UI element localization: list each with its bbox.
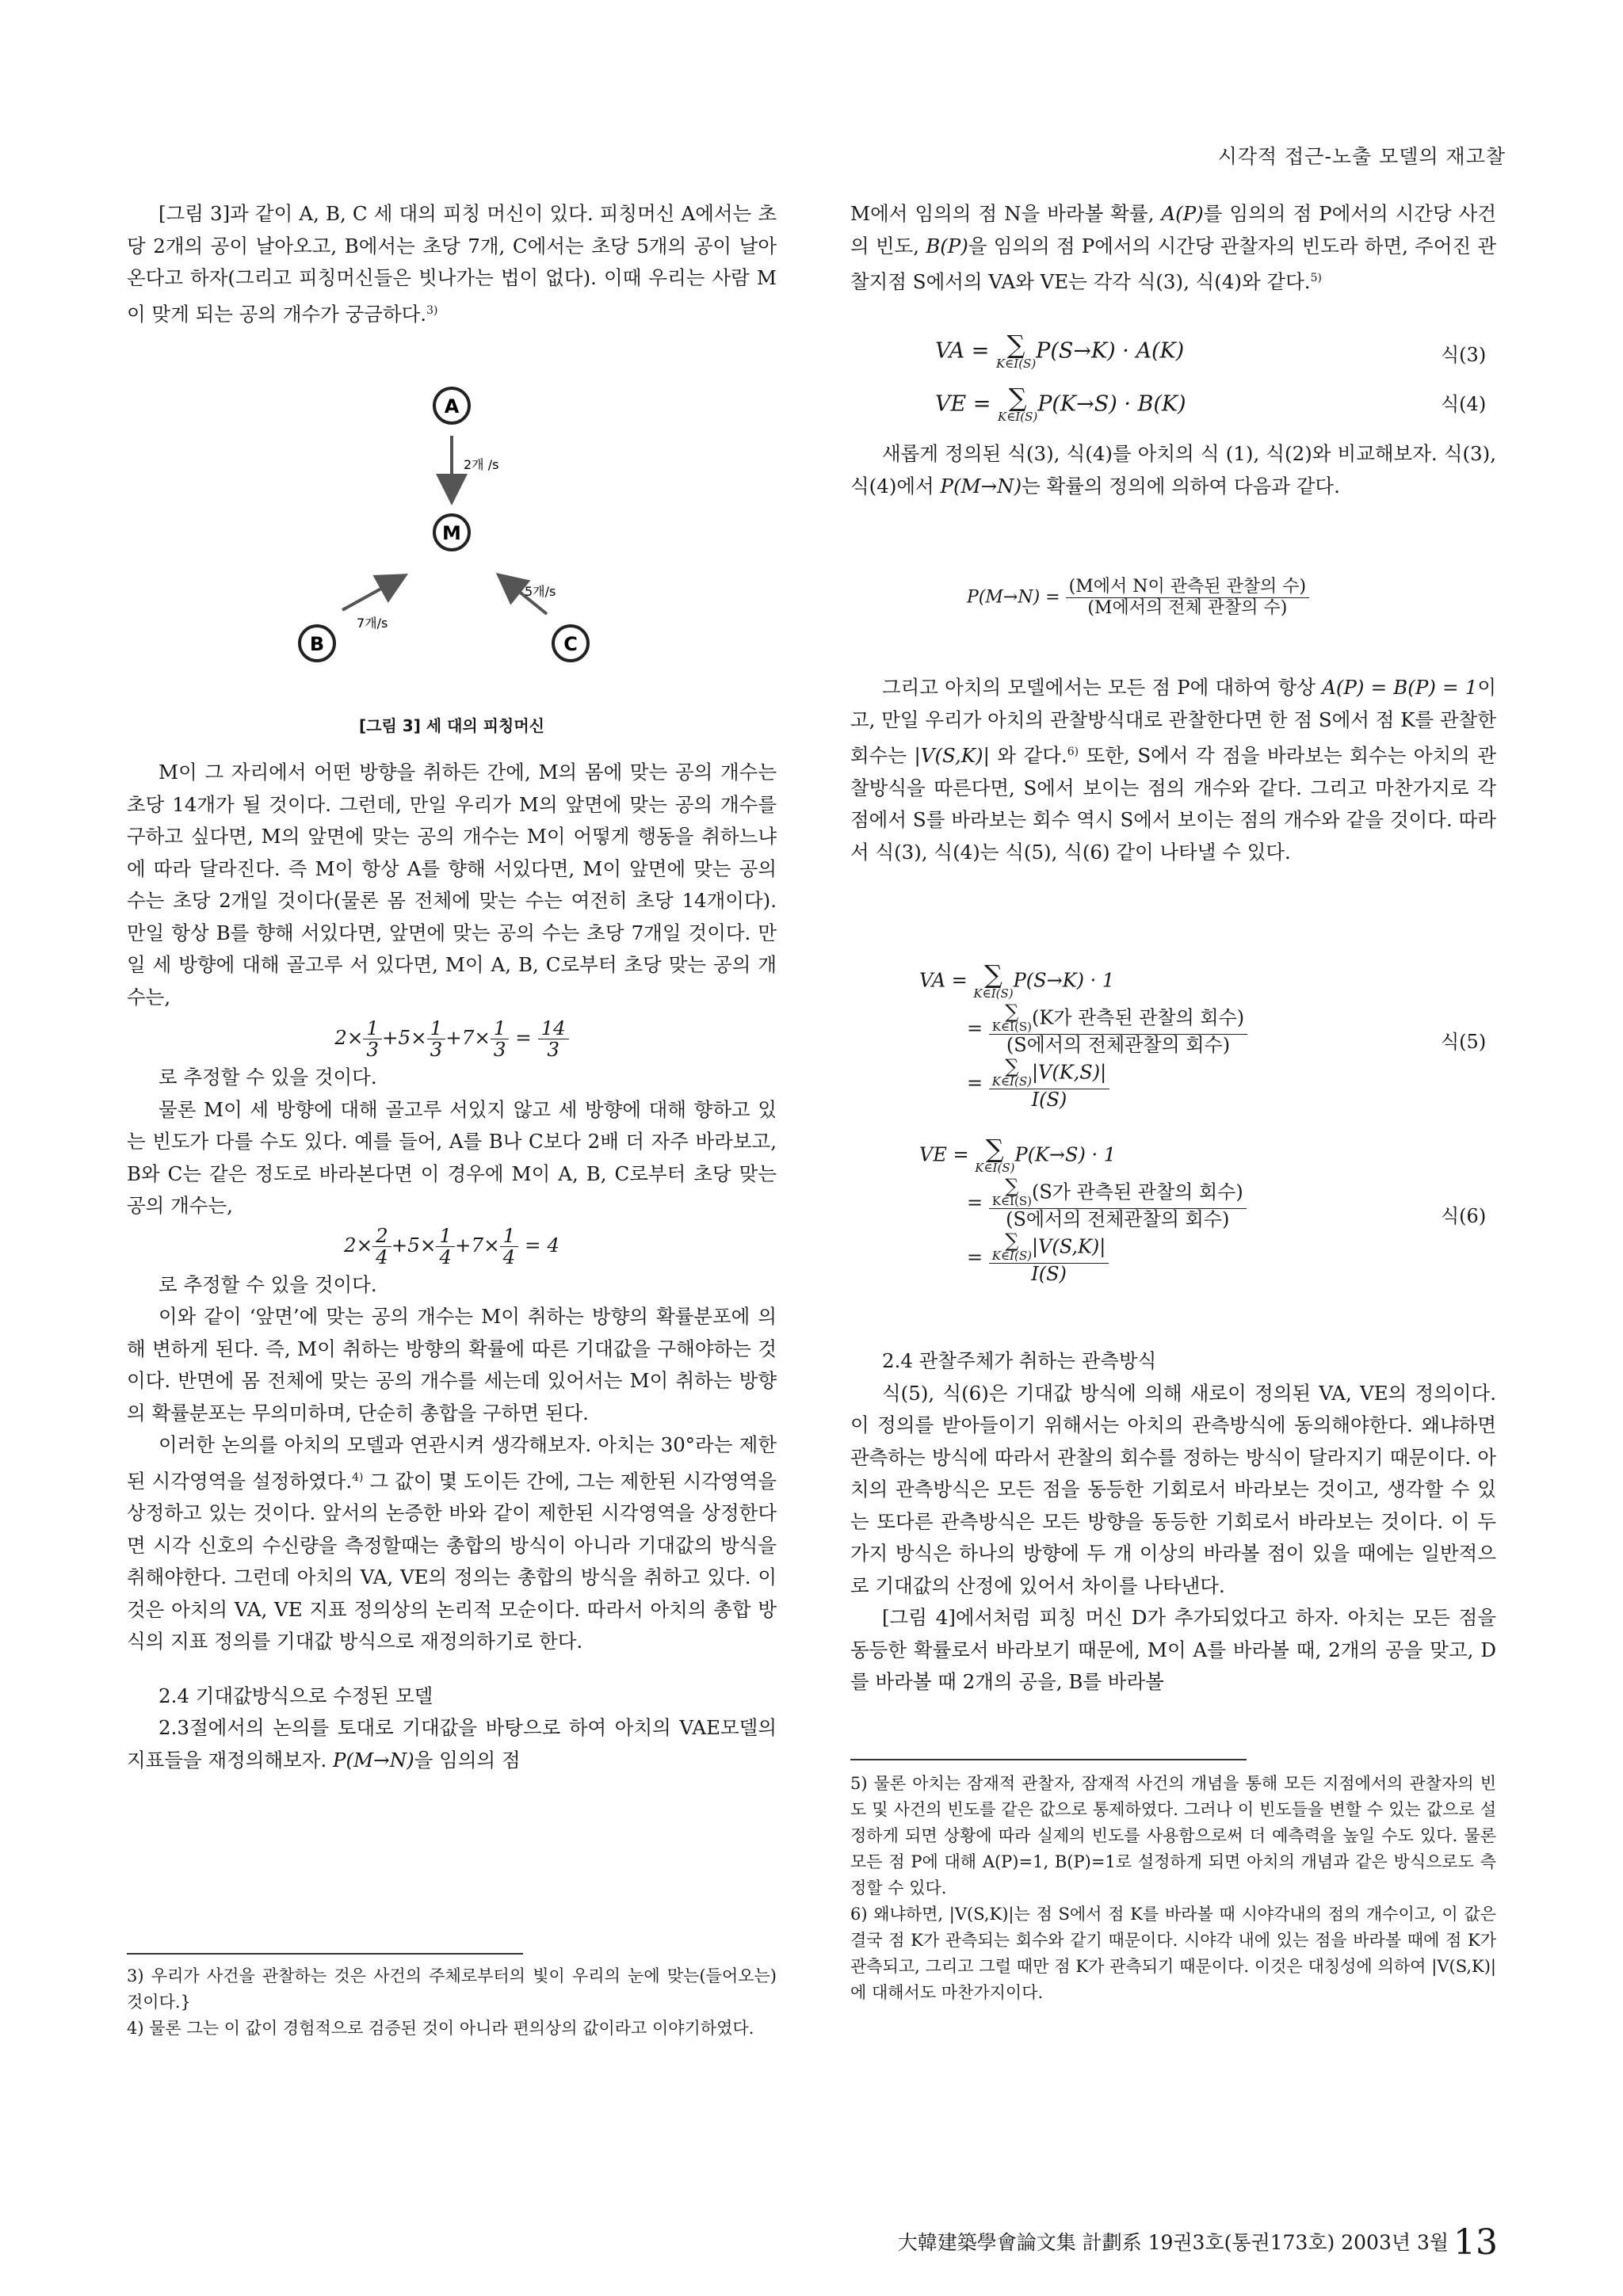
- right-column-p3: [850, 672, 1496, 868]
- equation-4: VE = ∑ K∈I(S) P(K→S) · B(K): [935, 383, 1186, 424]
- right-column: [850, 198, 1496, 299]
- svg-text:C: C: [563, 633, 578, 655]
- footnote-rule: [850, 1759, 1247, 1760]
- rate-b-label: 7개/s: [357, 616, 388, 631]
- rate-c-label: 5개/s: [525, 584, 556, 599]
- node-b: [300, 626, 334, 661]
- journal-name: 大韓建築學會論文集 計劃系 19권3호(통권173호) 2003년 3월: [897, 2231, 1449, 2254]
- paragraph: 새롭게 정의된 식(3), 식(4)를 아치의 식 (1), 식(2)와 비교해보자. 식(3), 식(4)에서 P(M→N)는 확률의 정의에 의하여 다음과 같다.: [850, 442, 1496, 498]
- paragraph: [그림 4]에서처럼 피칭 머신 D가 추가되었다고 하자. 아치는 모든 점을 동등한 확률로서 바라보기 때문에, M이 A를 바라볼 때, 2개의 공을 맞고, D를 바라볼 때 2개의 공을, B를 바라볼: [850, 1606, 1496, 1693]
- right-column-body: [850, 1345, 1496, 1699]
- left-column-body: [127, 757, 777, 1776]
- footnote-5: 5) 물론 아치는 잠재적 관찰자, 잠재적 사건의 개념을 통해 모든 지점에서의 관찰자의 빈도 및 사건의 빈도를 같은 값으로 통제하였다. 그러나 이 빈도들을 변할 수 있는 값으로 설정하게 되면 상황에 따라 실제의 빈도를 사용함으로써 더 예측력을 높일 수도 있다. 물론 모든 점 P에 대해 A(P)=1, B(P)=1로 설정하게 되면 아치의 개념과 같은 방식으로도 측정할 수 있다.: [850, 1774, 1496, 1897]
- equation-5-label: 식(5): [1441, 1031, 1487, 1053]
- node-m: [434, 515, 469, 550]
- running-title: 시각적 접근-노출 모델의 재고찰: [1217, 145, 1506, 168]
- footnote-3: 3) 우리가 사건을 관찰하는 것은 사건의 주체로부터의 빛이 우리의 눈에 맞는(들어오는) 것이다.}: [127, 1966, 777, 2012]
- paragraph: 이와 같이 ‘앞면’에 맞는 공의 개수는 M이 취하는 방향의 확률분포에 의해 변하게 된다. 즉, M이 취하는 방향의 확률에 따른 기대값을 구해야하는 것이다. 반면에 몸 전체에 맞는 공의 개수를 세는데 있어서는 M이 취하는 방향의 확률분포는 무의미하며, 단순히 총합을 구하면 된다.: [127, 1305, 777, 1425]
- arrow-b-to-m: [342, 577, 403, 610]
- paragraph: 식(5), 식(6)은 기대값 방식에 의해 새로이 정의된 VA, VE의 정의이다. 이 정의를 받아들이기 위해서는 아치의 관측방식에 동의해야한다. 왜냐하면 관측하는 방식에 따라서 관찰의 회수를 정하는 방식이 달라지기 때문이다. 아치의 관측방식은 모든 점을 동등한 기회로서 바라보는 것이고, 생각할 수 있는 또다른 관측방식은 모든 방향을 동등한 기회로서 바라보는 것이다. 이 두 가지 방식은 하나의 방향에 두 개 이상의 바라볼 점이 있을 때에는 일반적으로 기대값의 산정에 있어서 차이를 나타낸다.: [850, 1381, 1496, 1597]
- paragraph: 2.3절에서의 논의를 토대로 기대값을 바탕으로 하여 아치의 VAE모델의 지표들을 재정의해보자. P(M→N)을 임의의 점: [127, 1716, 777, 1772]
- pitching-machine-figure: [293, 380, 610, 681]
- page-number: 13: [1453, 2222, 1498, 2263]
- node-a: [434, 388, 469, 423]
- paragraph: 이러한 논의를 아치의 모델과 연관시켜 생각해보자. 아치는 30°라는 제한된 시각영역을 설정하였다.$^{4)}$ 그 값이 몇 도이든 간에, 그는 제한된 시각영역을 상정하고 있는 것이다. 앞서의 논증한 바와 같이 제한된 시각영역을 상정한다면 시각 신호의 수신량을 측정할때는 총합의 방식이 아니라 기대값의 방식을 취해야한다. 그런데 아치의 VA, VE의 정의는 총합의 방식을 취하고 있다. 이것은 아치의 VA, VE 지표 정의상의 논리적 모순이다. 따라서 아치의 총합 방식의 지표 정의를 기대값 방식으로 재정의하기로 한다.: [127, 1433, 777, 1653]
- paragraph: 그리고 아치의 모델에서는 모든 점 P에 대하여 항상 A(P) = B(P) = 1이고, 만일 우리가 아치의 관찰방식대로 관찰한다면 한 점 S에서 점 K를 관찰한 회수는 |V(S,K)| 와 같다.$^{6)}$ 또한, S에서 각 점을 바라보는 회수는 아치의 관찰방식을 따른다면, S에서 보이는 점의 개수와 같다. 그리고 마찬가지로 각 점에서 S를 바라보는 회수 역시 S에서 보이는 점의 개수와 같을 것이다. 따라서 식(3), 식(4)는 식(5), 식(6) 같이 나타낼 수 있다.: [850, 676, 1496, 864]
- node-c: [553, 626, 588, 661]
- journal-footer: [832, 2222, 1498, 2263]
- section-heading: 2.4 기대값방식으로 수정된 모델: [158, 1684, 433, 1707]
- equation-5: VA = ∑ K∈I(S) P(S→K) · 1 = ∑ K∈I(S) (K가 관측된 관찰의 회수) (S에서의 전체관찰의 회수) = ∑ K∈I(S) |V(K,S)| I(S): [919, 963, 1411, 1110]
- left-column: [127, 198, 777, 330]
- paragraph: 로 추정할 수 있을 것이다.: [158, 1066, 377, 1089]
- equation-4-label: 식(4): [1441, 393, 1487, 415]
- equation-weighted-directions: 2× $\frac{2}{4}$ +5× $\frac{1}{4}$ +7× $\frac{1}{4}$ = 4: [344, 1223, 559, 1268]
- rate-a-label: 2개 /s: [464, 457, 499, 472]
- equation-three-directions: 2× $\frac{1}{3}$ +5× $\frac{1}{3}$ +7× $\frac{1}{3}$ = $\frac{14}{3}$: [127, 1018, 777, 1060]
- paragraph: M에서 임의의 점 N을 바라볼 확률, A(P)를 임의의 점 P에서의 시간당 사건의 빈도, B(P)을 임의의 점 P에서의 시간당 관찰자의 빈도라 하면, 주어진 관찰지점 S에서의 VA와 VE는 각각 식(3), 식(4)와 같다.$^{5)}$: [850, 202, 1496, 294]
- equation-6: VE = ∑ K∈I(S) P(K→S) · 1 = ∑ K∈I(S) (S가 관측된 관찰의 회수) (S에서의 전체관찰의 회수) = ∑ K∈I(S) |V(S,K)| I(S): [919, 1137, 1411, 1284]
- paragraph: [그림 3]과 같이 A, B, C 세 대의 피칭 머신이 있다. 피칭머신 A에서는 초당 2개의 공이 날아오고, B에서는 초당 7개, C에서는 초당 5개의 공이 날아온다고 하자(그리고 피칭머신들은 빗나가는 법이 없다). 이때 우리는 사람 M이 맞게 되는 공의 개수가 궁금하다.$^{3)}$: [127, 202, 777, 326]
- equation-3-label: 식(3): [1441, 344, 1487, 366]
- paragraph: 로 추정할 수 있을 것이다.: [158, 1272, 377, 1296]
- equation-3: VA = ∑ K∈I(S) P(S→K) · A(K): [935, 330, 1185, 371]
- svg-text:A: A: [444, 395, 460, 418]
- right-column-p2: [850, 438, 1496, 502]
- section-heading: 2.4 관찰주체가 취하는 관측방식: [882, 1349, 1157, 1372]
- figure-caption: [그림 3] 세 대의 피칭머신: [359, 716, 544, 735]
- svg-text:B: B: [309, 633, 325, 655]
- footnote-6: 6) 왜냐하면, |V(S,K)|는 점 S에서 점 K를 바라볼 때 시야각내의 점의 개수이고, 이 값은 결국 점 K가 관측되는 회수와 같기 때문이다. 시야각 내에 있는 점을 바라볼 때에 점 K가 관측되고, 그리고 그럴 때만 점 K가 관측되기 때문이다. 이것은 대칭성에 의하여 |V(S,K)|에 대해서도 마찬가지이다.: [850, 1905, 1496, 2002]
- svg-text:M: M: [442, 522, 461, 544]
- footnotes-right: [850, 1771, 1496, 2006]
- paragraph: 물론 M이 세 방향에 대해 골고루 서있지 않고 세 방향에 대해 향하고 있는 빈도가 다를 수도 있다. 예를 들어, A를 B나 C보다 2배 더 자주 바라보고, B와 C는 같은 정도로 바라본다면 이 경우에 M이 A, B, C로부터 초당 맞는 공의 개수는,: [127, 1097, 777, 1217]
- footnote-rule: [127, 1953, 523, 1955]
- paragraph: M이 그 자리에서 어떤 방향을 취하든 간에, M의 몸에 맞는 공의 개수는 초당 14개가 될 것이다. 그런데, 만일 우리가 M의 앞면에 맞는 공의 개수를 구하고 싶다면, M의 앞면에 맞는 공의 개수는 M이 어떻게 행동을 취하느냐에 따라 달라진다. 즉 M이 항상 A를 향해 서있다면, M이 앞면에 맞는 공의 수는 초당 2개일 것이다(물론 몸 전체에 맞는 수는 여전히 초당 14개이다). 만일 항상 B를 향해 서있다면, 앞면에 맞는 공의 수는 초당 7개일 것이다. 만일 세 방향에 대해 골고루 서 있다면, M이 A, B, C로부터 초당 맞는 공의 개수는,: [127, 761, 777, 1009]
- equation-6-label: 식(6): [1441, 1205, 1487, 1227]
- footnotes-left: [127, 1963, 777, 2042]
- footnote-4: 4) 물론 그는 이 값이 경험적으로 검증된 것이 아니라 편의상의 값이라고 이야기하였다.: [127, 2019, 754, 2038]
- equation-probability: P(M→N) = $\frac{\text{(M에서 N이 관측된 관찰의 수)}}{\text{(M에서의 전체 관찰의 수)}}$: [967, 577, 1309, 619]
